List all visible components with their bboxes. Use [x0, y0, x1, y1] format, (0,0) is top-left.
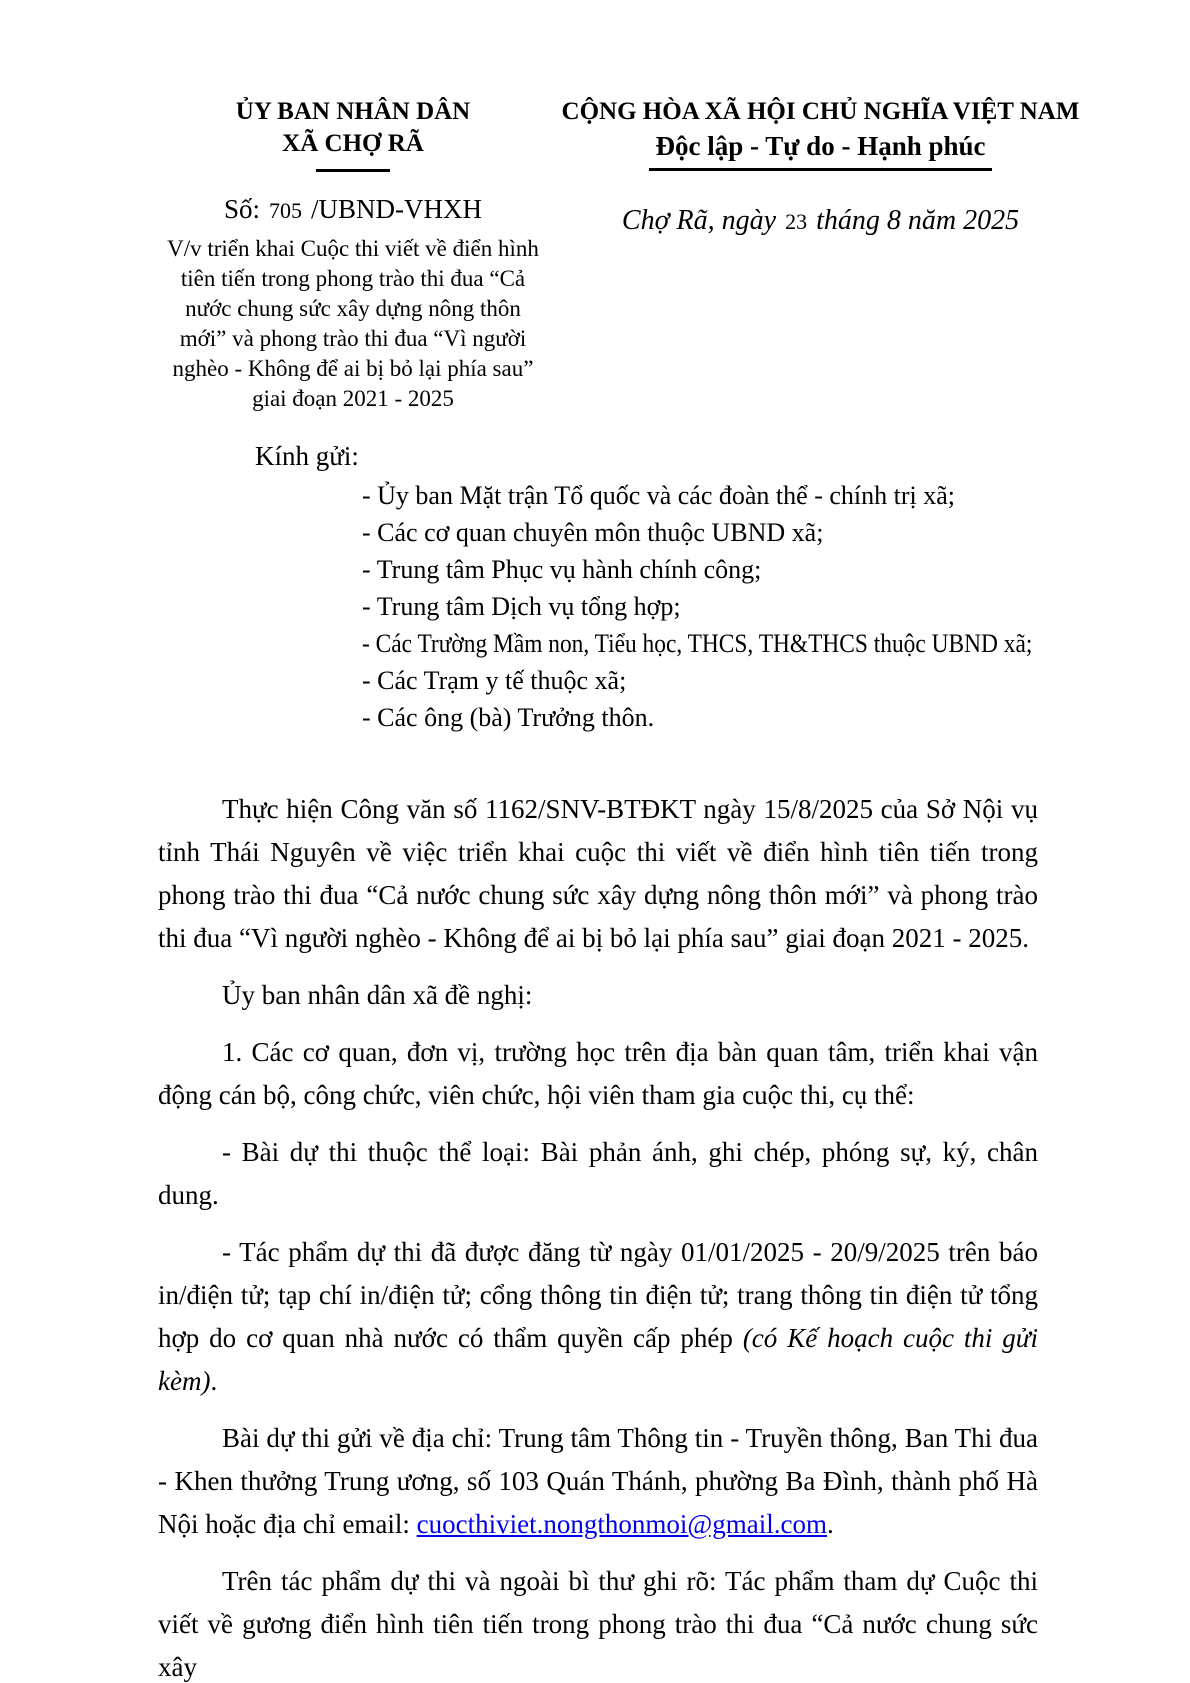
recipient-item: - Các Trạm y tế thuộc xã;: [362, 666, 627, 695]
recipients-section: [0, 414, 1190, 736]
recipient-item: - Các ông (bà) Trưởng thôn.: [362, 703, 655, 732]
recipient-item: - Trung tâm Dịch vụ tổng hợp;: [362, 592, 681, 621]
recipient-item: - Các Trường Mầm non, Tiểu học, THCS, TH&THCS thuộc UBND xã;: [362, 629, 1033, 658]
subject-line: nước chung sức xây dựng nông thôn: [185, 296, 521, 321]
attachment-note: (có Kế hoạch cuộc thi gửi kèm): [158, 1323, 1039, 1396]
document-header: [0, 0, 1190, 414]
subject-line: giai đoạn 2021 - 2025: [252, 386, 454, 411]
subject-line: V/v triển khai Cuộc thi viết về điển hình: [167, 236, 539, 261]
submission-address-period: .: [826, 1509, 834, 1539]
paragraph-entry-genres: - Bài dự thi thuộc thể loại: Bài phản ánh, ghi chép, phóng sự, ký, chân dung.: [158, 1137, 1038, 1210]
national-title: CỘNG HÒA XÃ HỘI CHỦ NGHĨA VIỆT NAM: [561, 98, 1080, 125]
date-day-value: 23: [785, 209, 808, 234]
date-place: Chợ Rã, ngày: [621, 205, 777, 236]
recipients-list: [362, 477, 1050, 736]
document-number-suffix: /UBND-VHXH: [311, 194, 483, 224]
document-subject: [155, 234, 551, 414]
issuer-underline-rule: [316, 169, 390, 172]
paragraph-entry-publication: [158, 1231, 1038, 1403]
paragraph-submission-address: [158, 1417, 1038, 1546]
paragraph-request-intro: Ủy ban nhân dân xã đề nghị:: [222, 980, 533, 1010]
national-header-block: [551, 96, 1090, 414]
subject-line: nghèo - Không để ai bị bỏ lại phía sau”: [172, 356, 534, 381]
submission-address-text: Bài dự thi gửi về địa chỉ: Trung tâm Thông tin - Truyền thông, Ban Thi đua - Khen thưởng Trung ương, số 103 Quán Thánh, phường Ba Đình, thành phố Hà Nội hoặc địa chỉ email:: [158, 1423, 1038, 1539]
document-number-line: [155, 194, 551, 225]
paragraph-implementation: Thực hiện Công văn số 1162/SNV-BTĐKT ngày 15/8/2025 của Sở Nội vụ tỉnh Thái Nguyên về việc triển khai cuộc thi viết về điển hình tiên tiến trong phong trào thi đua “Cả nước chung sức xây dựng nông thôn mới” và phong trào thi đua “Vì người nghèo - Không để ai bị bỏ lại phía sau” giai đoạn 2021 - 2025.: [158, 794, 1038, 953]
subject-line: mới” và phong trào thi đua “Vì người: [179, 326, 527, 351]
issuer-block: [155, 96, 551, 414]
place-date-line: [551, 205, 1090, 237]
recipient-item: - Các cơ quan chuyên môn thuộc UBND xã;: [362, 518, 824, 547]
subject-line: tiên tiến trong phong trào thi đua “Cả: [180, 266, 526, 291]
date-rest: tháng 8 năm 2025: [816, 205, 1020, 236]
paragraph-envelope-label: Trên tác phẩm dự thi và ngoài bì thư ghi rõ: Tác phẩm tham dự Cuộc thi viết về gương điển hình tiên tiến trong phong trào thi đua “Cả nước chung sức xây: [158, 1566, 1038, 1682]
issuer-parent-name: ỦY BAN NHÂN DÂN: [235, 98, 471, 125]
document-number-label: Số:: [223, 194, 261, 224]
recipient-item: - Ủy ban Mặt trận Tổ quốc và các đoàn thể - chính trị xã;: [362, 481, 955, 510]
document-number-value: 705: [269, 198, 303, 223]
entry-publication-text: - Tác phẩm dự thi đã được đăng từ ngày 01/01/2025 - 20/9/2025 trên báo in/điện tử; tạp chí in/điện tử; cổng thông tin điện tử; trang thông tin điện tử tổng hợp do cơ quan nhà nước có thẩm quyền cấp phép: [158, 1237, 1038, 1353]
issuer-name: XÃ CHỢ RÃ: [282, 130, 424, 157]
recipients-label: Kính gửi:: [255, 441, 359, 471]
recipient-item: - Trung tâm Phục vụ hành chính công;: [362, 555, 762, 584]
email-link[interactable]: cuocthiviet.nongthonmoi@gmail.com: [416, 1509, 827, 1539]
entry-publication-period: .: [210, 1366, 218, 1396]
paragraph-item-1: 1. Các cơ quan, đơn vị, trường học trên địa bàn quan tâm, triển khai vận động cán bộ, công chức, viên chức, hội viên tham gia cuộc thi, cụ thể:: [158, 1037, 1038, 1110]
document-body: [0, 736, 1190, 1683]
national-motto: Độc lập - Tự do - Hạnh phúc: [551, 129, 1090, 171]
